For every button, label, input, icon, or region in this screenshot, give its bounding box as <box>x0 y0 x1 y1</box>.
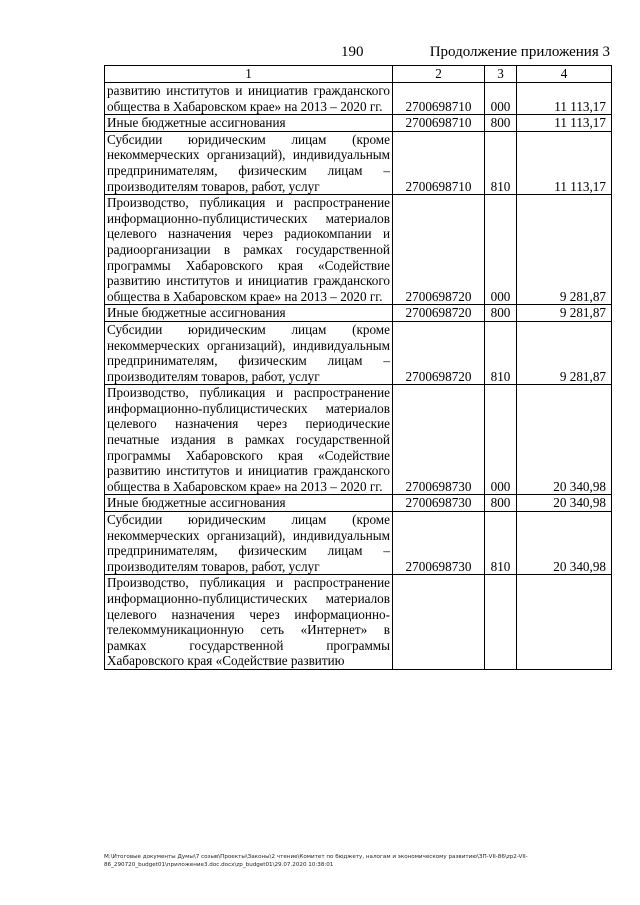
table-row <box>105 512 612 575</box>
column-header: 4 <box>517 66 612 83</box>
table-row <box>105 305 612 322</box>
file-path-footer: M:\Итоговые документы Думы\7 созыв\Проекты\Законы\2 чтение\Комитет по бюджету, налогам и экономическому развитию\ЗП-VII-86\zp2-VII-86_290720_budget01\приложение3.doc.docx\zp_budget01\29.07.2020 10:38:01 <box>104 854 528 868</box>
row-code: 2700698710 <box>393 115 485 132</box>
row-type: 810 <box>485 512 517 575</box>
row-name: развитию институтов и инициатив гражданского общества в Хабаровском крае» на 2013 – 2020 гг. <box>105 83 393 115</box>
table-row <box>105 115 612 132</box>
row-amount: 11 113,17 <box>517 83 612 115</box>
row-code: 2700698710 <box>393 83 485 115</box>
row-name: Иные бюджетные ассигнования <box>105 115 393 132</box>
column-header: 1 <box>105 66 393 83</box>
row-type: 800 <box>485 115 517 132</box>
table-row <box>105 83 612 115</box>
row-code: 2700698730 <box>393 495 485 512</box>
row-amount: 20 340,98 <box>517 385 612 495</box>
table-row <box>105 385 612 495</box>
row-code: 2700698730 <box>393 512 485 575</box>
column-header: 3 <box>485 66 517 83</box>
row-amount: 11 113,17 <box>517 131 612 194</box>
row-code: 2700698730 <box>393 385 485 495</box>
table-row <box>105 195 612 305</box>
row-type: 800 <box>485 495 517 512</box>
row-type: 000 <box>485 195 517 305</box>
row-code: 2700698720 <box>393 305 485 322</box>
column-header: 2 <box>393 66 485 83</box>
row-type: 810 <box>485 321 517 384</box>
row-type <box>485 575 517 670</box>
table-row <box>105 131 612 194</box>
row-amount: 11 113,17 <box>517 115 612 132</box>
page-number: 190 <box>341 44 364 60</box>
row-name: Субсидии юридическим лицам (кроме некоммерческих организаций), индивидуальным предпринимателям, физическим лицам – производителям товаров, работ, услуг <box>105 321 393 384</box>
row-name: Иные бюджетные ассигнования <box>105 305 393 322</box>
table-row <box>105 321 612 384</box>
row-amount: 9 281,87 <box>517 195 612 305</box>
row-amount: 20 340,98 <box>517 495 612 512</box>
row-type: 800 <box>485 305 517 322</box>
row-code: 2700698710 <box>393 131 485 194</box>
row-type: 000 <box>485 83 517 115</box>
row-code: 2700698720 <box>393 195 485 305</box>
row-amount <box>517 575 612 670</box>
table-row <box>105 495 612 512</box>
row-amount: 20 340,98 <box>517 512 612 575</box>
row-amount: 9 281,87 <box>517 321 612 384</box>
row-name: Производство, публикация и распространение информационно-публицистических материалов целевого назначения через радиокомпании и радиоорганизации в рамках государственной программы Хабаровского края «Содействие развитию институтов и инициатив гражданского общества в Хабаровском крае» на 2013 – 2020 гг. <box>105 195 393 305</box>
table-row <box>105 575 612 670</box>
row-name: Субсидии юридическим лицам (кроме некоммерческих организаций), индивидуальным предпринимателям, физическим лицам – производителям товаров, работ, услуг <box>105 131 393 194</box>
row-name: Иные бюджетные ассигнования <box>105 495 393 512</box>
row-type: 810 <box>485 131 517 194</box>
budget-table <box>104 65 612 670</box>
continuation-caption: Продолжение приложения 3 <box>429 44 610 60</box>
row-name: Производство, публикация и распространение информационно-публицистических материалов целевого назначения через периодические печатные издания в рамках государственной программы Хабаровского края «Содействие развитию институтов и инициатив гражданского общества в Хабаровском крае» на 2013 – 2020 гг. <box>105 385 393 495</box>
row-code: 2700698720 <box>393 321 485 384</box>
column-header-row <box>105 66 612 83</box>
row-name: Субсидии юридическим лицам (кроме некоммерческих организаций), индивидуальным предпринимателям, физическим лицам – производителям товаров, работ, услуг <box>105 512 393 575</box>
row-name: Производство, публикация и распространение информационно-публицистических материалов целевого назначения через информационно-телекоммуникационную сеть «Интернет» в рамках государственной программы Хабаровского края «Содействие развитию <box>105 575 393 670</box>
row-type: 000 <box>485 385 517 495</box>
row-amount: 9 281,87 <box>517 305 612 322</box>
row-code <box>393 575 485 670</box>
